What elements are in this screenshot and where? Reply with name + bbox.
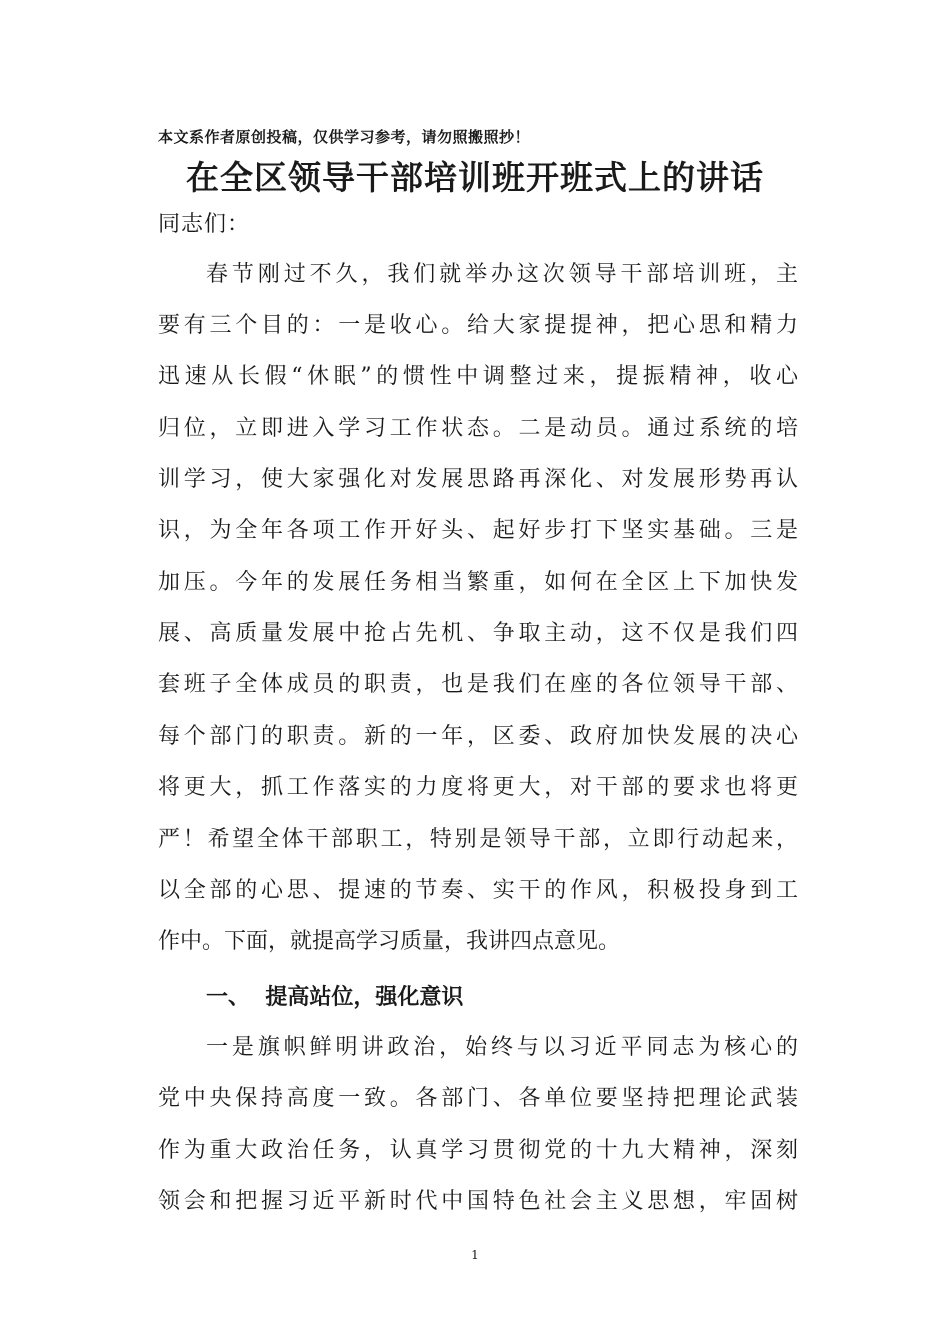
- salutation: 同志们：: [158, 212, 251, 237]
- copyright-notice: 本文系作者原创投稿，仅供学习参考，请勿照搬照抄！: [158, 128, 531, 146]
- paragraph-line: 套班子全体成员的职责，也是我们在座的各位领导干部、: [158, 672, 798, 697]
- page-title: 在全区领导干部培训班开班式上的讲话: [186, 158, 764, 197]
- paragraph-line: 展、高质量发展中抢占先机、争取主动，这不仅是我们四: [158, 621, 798, 646]
- paragraph-line: 春节刚过不久，我们就举办这次领导干部培训班，主: [206, 262, 798, 287]
- paragraph-line: 严！希望全体干部职工，特别是领导干部，立即行动起来，: [158, 827, 798, 852]
- paragraph-line: 要有三个目的：一是收心。给大家提提神，把心思和精力: [158, 313, 798, 338]
- paragraph-line: 作为重大政治任务，认真学习贯彻党的十九大精神，深刻: [158, 1138, 798, 1163]
- paragraph-line: 将更大，抓工作落实的力度将更大，对干部的要求也将更: [158, 775, 798, 800]
- paragraph-line: 加压。今年的发展任务相当繁重，如何在全区上下加快发: [158, 570, 798, 595]
- paragraph-line: 迅速从长假“休眠”的惯性中调整过来，提振精神，收心: [158, 364, 798, 389]
- section-heading: 一、 提高站位，强化意识: [206, 985, 464, 1010]
- paragraph-line: 一是旗帜鲜明讲政治，始终与以习近平同志为核心的: [206, 1035, 798, 1060]
- paragraph-line: 以全部的心思、提速的节奏、实干的作风，积极投身到工: [158, 878, 798, 903]
- paragraph-line: 训学习，使大家强化对发展思路再深化、对发展形势再认: [158, 467, 798, 492]
- paragraph-line: 领会和把握习近平新时代中国特色社会主义思想，牢固树: [158, 1189, 798, 1214]
- paragraph-line: 每个部门的职责。新的一年，区委、政府加快发展的决心: [158, 724, 798, 749]
- paragraph-line: 党中央保持高度一致。各部门、各单位要坚持把理论武装: [158, 1086, 798, 1111]
- paragraph-line: 识，为全年各项工作开好头、起好步打下坚实基础。三是: [158, 518, 798, 543]
- paragraph-line: 作中。下面，就提高学习质量，我讲四点意见。: [158, 929, 621, 954]
- page-number: 1: [471, 1248, 479, 1262]
- paragraph-line: 归位，立即进入学习工作状态。二是动员。通过系统的培: [158, 416, 798, 441]
